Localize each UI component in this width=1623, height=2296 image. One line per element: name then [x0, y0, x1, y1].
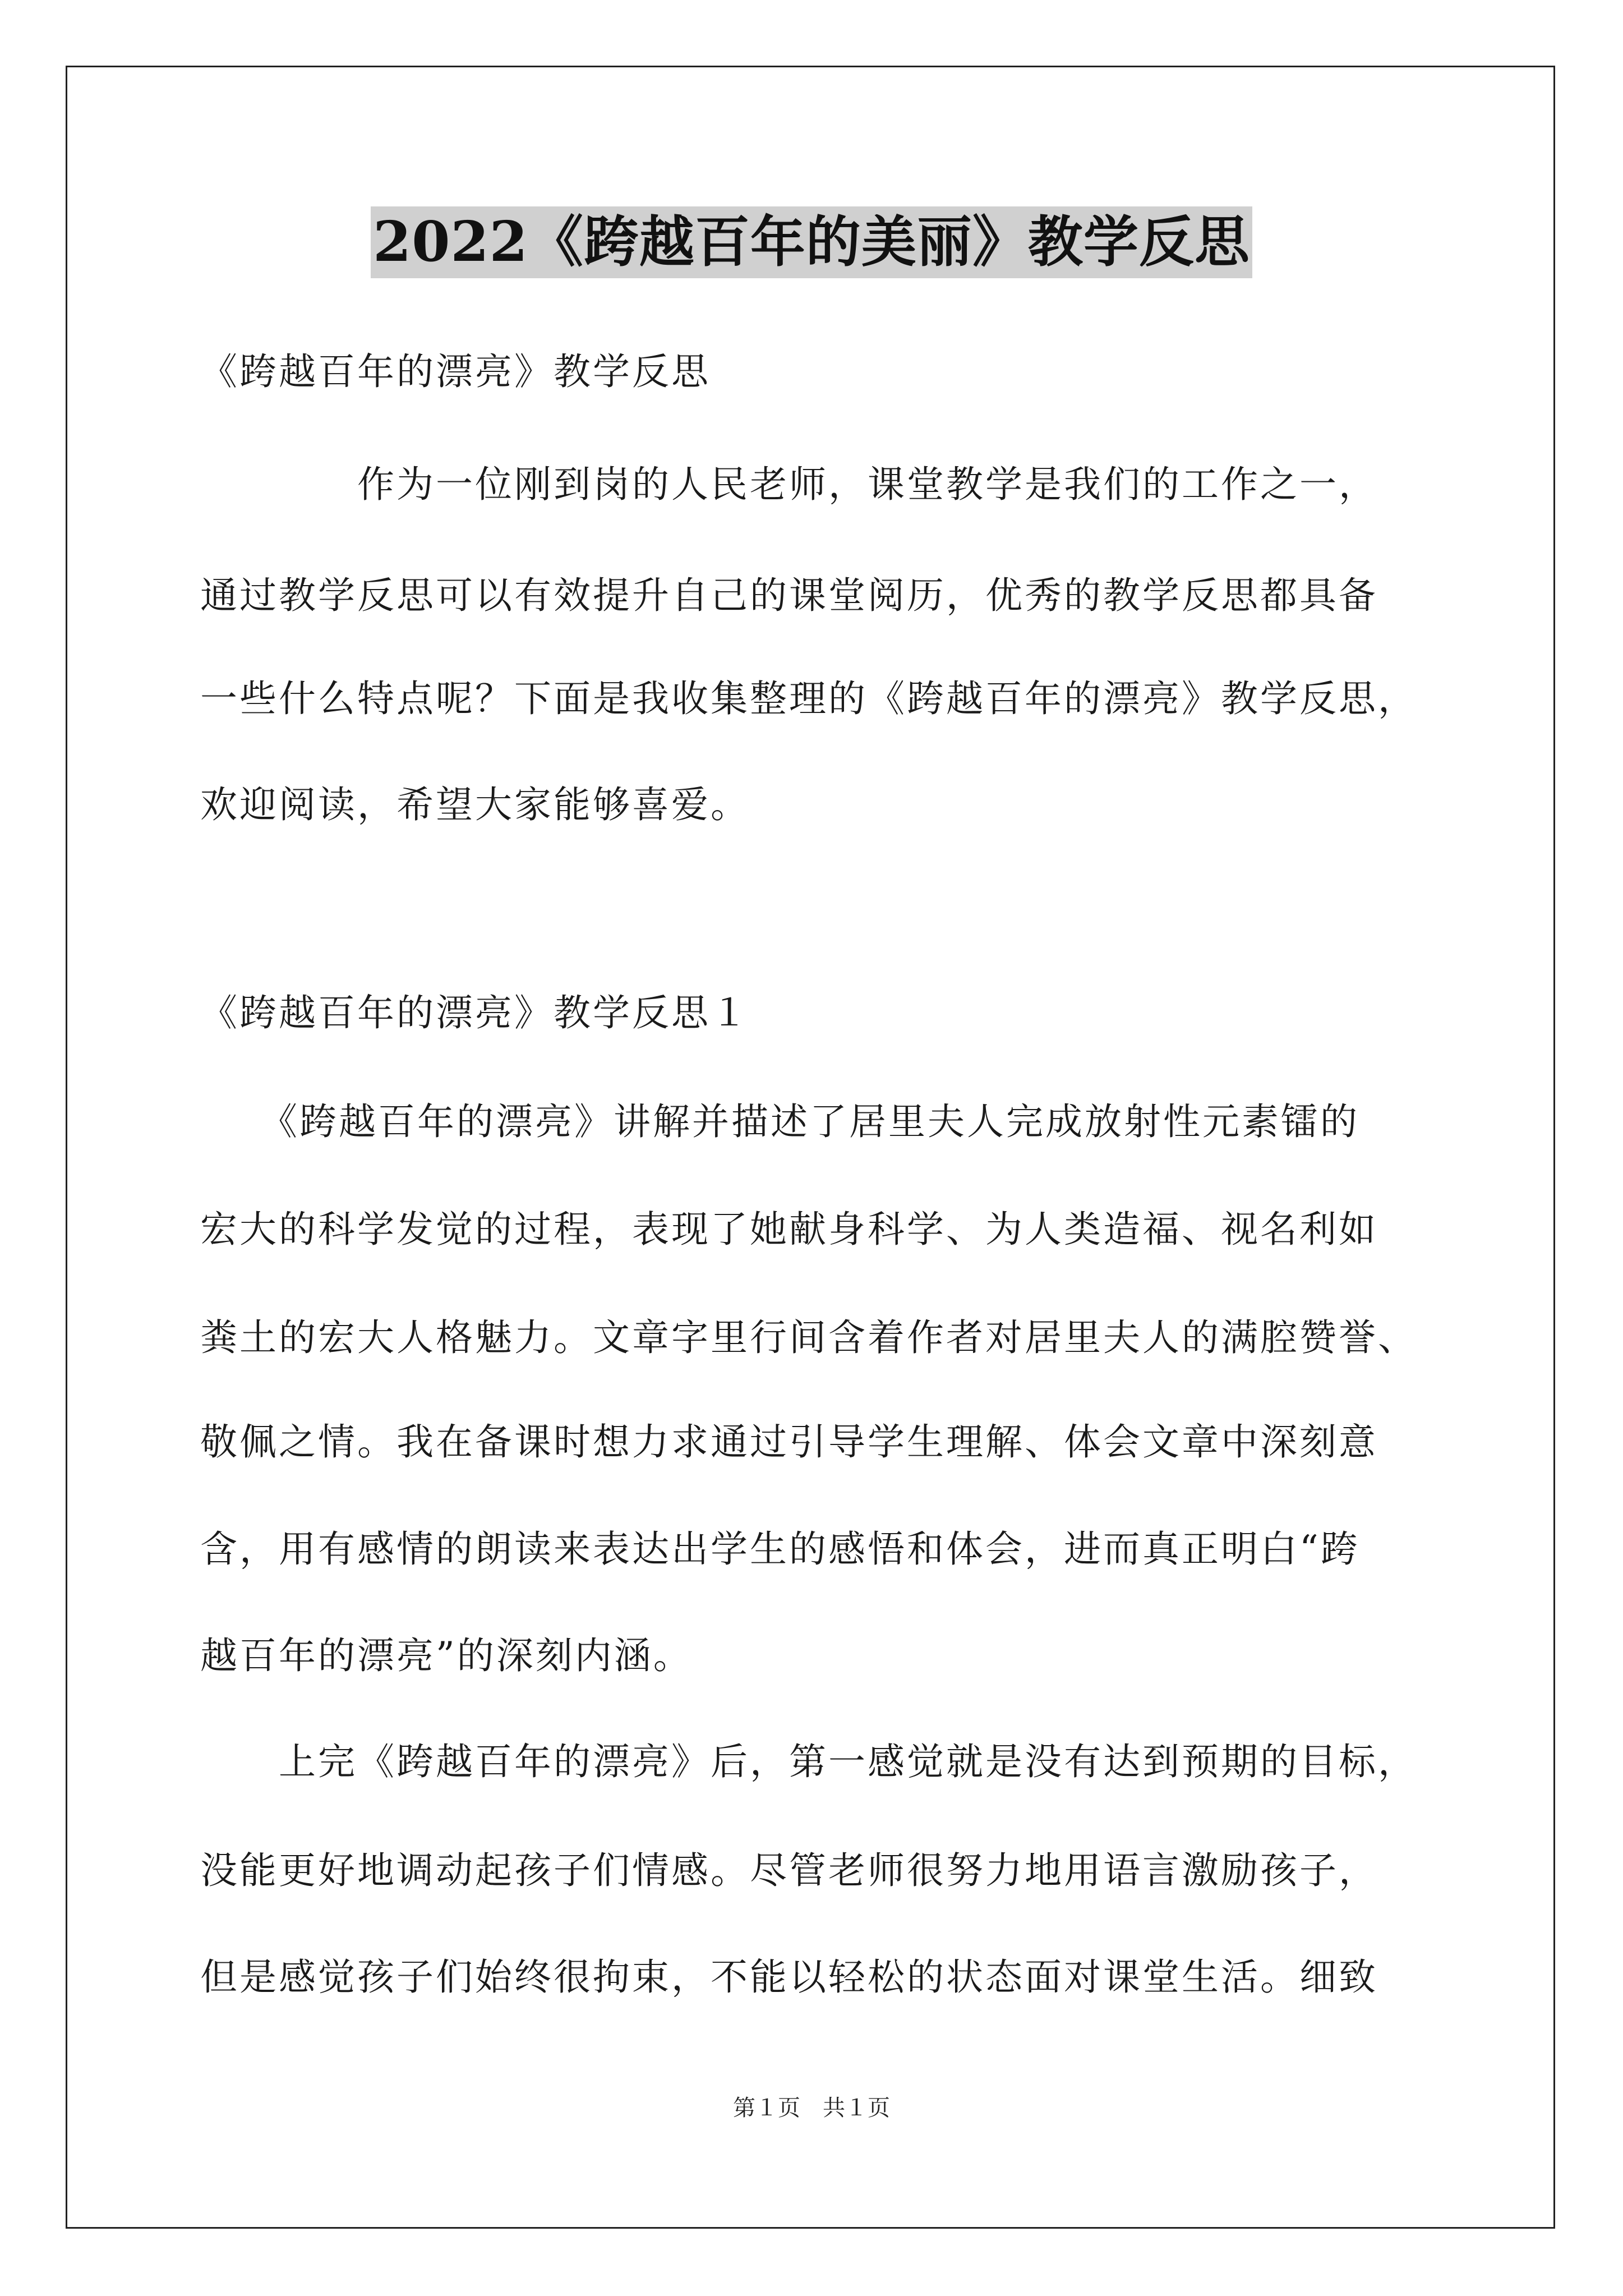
- text-line: 作为一位刚到岗的人民老师，课堂教学是我们的工作之一，: [200, 463, 1378, 506]
- text-line: 敬佩之情。我在备课时想力求通过引导学生理解、体会文章中深刻意: [200, 1420, 1378, 1464]
- text-line: 粪土的宏大人格魅力。文章字里行间含着作者对居里夫人的满腔赞誉、: [200, 1316, 1417, 1359]
- text-line: 上完《跨越百年的漂亮》后，第一感觉就是没有达到预期的目标，: [200, 1740, 1417, 1783]
- text-line: 含，用有感情的朗读来表达出学生的感悟和体会，进而真正明白“跨: [200, 1527, 1360, 1571]
- text-line: 欢迎阅读，希望大家能够喜爱。: [200, 783, 750, 826]
- text-line: 《跨越百年的漂亮》讲解并描述了居里夫人完成放射性元素镭的: [200, 1100, 1359, 1143]
- text-line: 但是感觉孩子们始终很拘束，不能以轻松的状态面对课堂生活。细致: [200, 1955, 1378, 1999]
- text-line: 宏大的科学发觉的过程，表现了她献身科学、为人类造福、视名利如: [200, 1208, 1378, 1251]
- text-line: 没能更好地调动起孩子们情感。尽管老师很努力地用语言激励孩子，: [200, 1849, 1378, 1892]
- section-heading: 《跨越百年的漂亮》教学反思１: [200, 991, 750, 1034]
- text-line: 一些什么特点呢？下面是我收集整理的《跨越百年的漂亮》教学反思，: [200, 677, 1417, 720]
- text-line: 越百年的漂亮”的深刻内涵。: [200, 1634, 693, 1677]
- page-footer: 第１页 共１页: [733, 2095, 890, 2121]
- subtitle: 《跨越百年的漂亮》教学反思: [200, 350, 711, 393]
- document-title: 2022《跨越百年的美丽》教学反思: [371, 206, 1252, 278]
- title-wrapper: [0, 206, 1623, 278]
- text-line: 通过教学反思可以有效提升自己的课堂阅历，优秀的教学反思都具备: [200, 574, 1378, 617]
